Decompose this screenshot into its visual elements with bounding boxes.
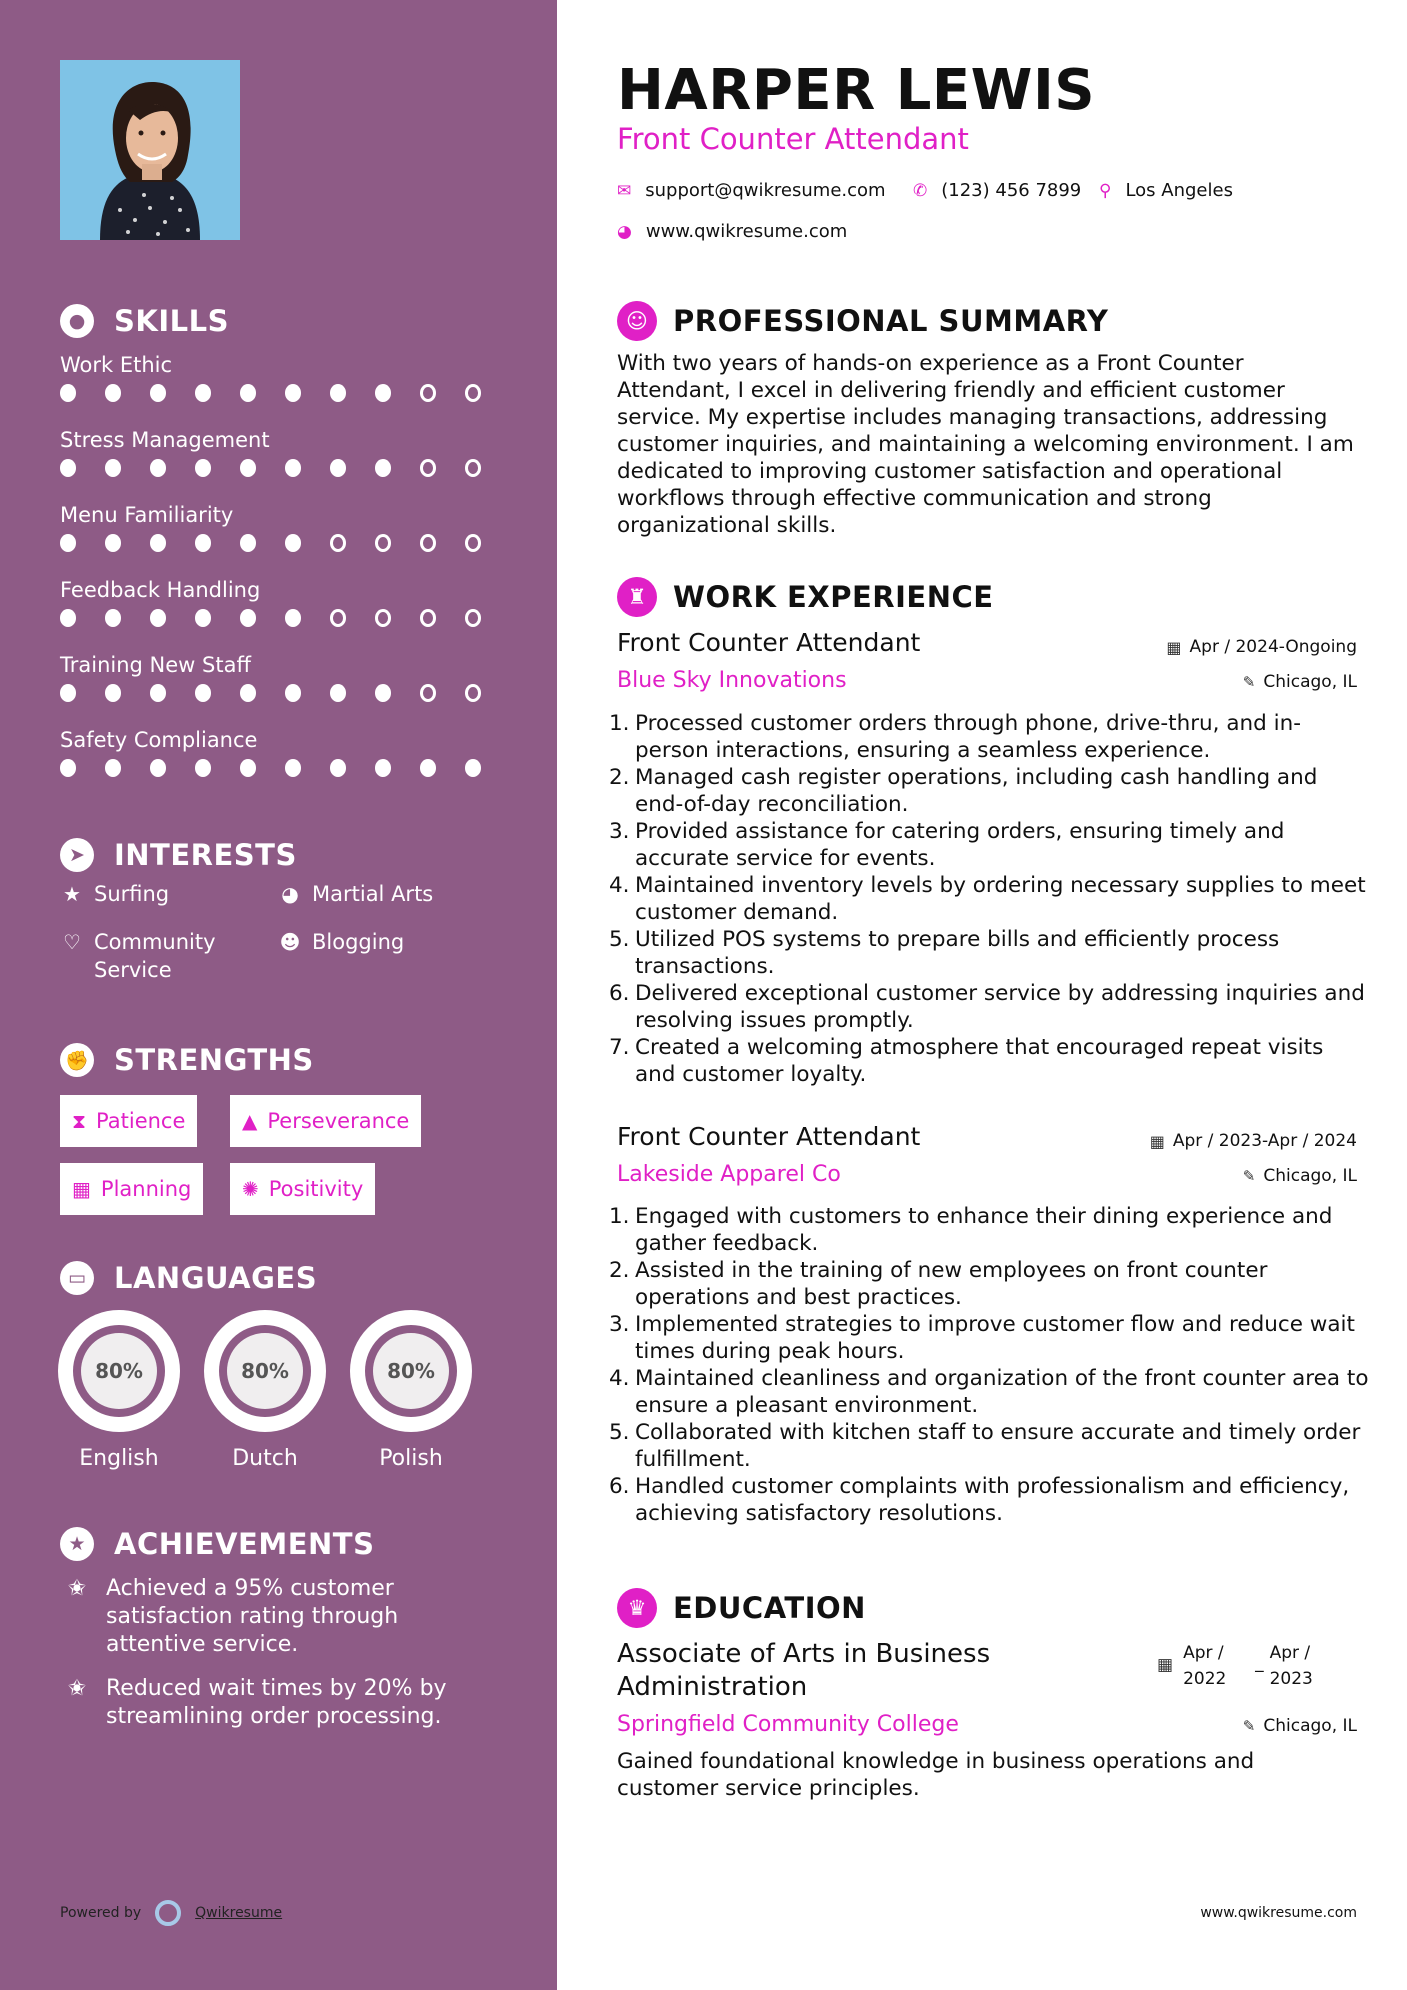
job-location: ✎ Chicago, IL	[1242, 1166, 1357, 1186]
rating-dot	[375, 534, 391, 552]
phone-icon: ✆	[913, 180, 928, 201]
skill-name: Training New Staff	[60, 653, 251, 677]
calendar-icon: ▦	[72, 1177, 91, 1201]
rating-dot	[240, 534, 256, 552]
education-description: Gained foundational knowledge in business operations and customer service principles.	[617, 1749, 1255, 1801]
skill-item	[60, 725, 510, 800]
rating-dot	[60, 384, 76, 402]
strengths-heading: ✊ STRENGTHS	[60, 1043, 314, 1077]
task-item: 6. Handled customer complaints with professionalism and efficiency, achieving satisfactory resolutions.	[609, 1474, 1350, 1526]
user-icon: ☺	[617, 301, 657, 341]
rating-dot	[195, 759, 211, 777]
rating-dot	[285, 684, 301, 702]
achievements-heading: ★ ACHIEVEMENTS	[60, 1527, 374, 1561]
task-item: 6. Delivered exceptional customer service by addressing inquiries and resolving issues promptly.	[609, 981, 1365, 1033]
rating-dot	[375, 759, 391, 777]
candidate-title: Front Counter Attendant	[617, 122, 969, 156]
summary-heading: ☺ PROFESSIONAL SUMMARY	[617, 301, 1108, 341]
rating-dot	[375, 459, 391, 477]
rating-dot	[60, 609, 76, 627]
hourglass-icon: ⧗	[72, 1109, 87, 1133]
candidate-name: HARPER LEWIS	[617, 58, 1096, 123]
rating-dot	[330, 459, 346, 477]
task-item: 5. Collaborated with kitchen staff to ensure accurate and timely order fulfillment.	[609, 1420, 1361, 1472]
task-item: 4. Maintained inventory levels by ordering necessary supplies to meet customer demand.	[609, 873, 1366, 925]
strength-chip: ⧗ Patience	[60, 1095, 197, 1147]
contact-phone: ✆ (123) 456 7899	[913, 180, 1082, 201]
strength-chip: ▲ Perseverance	[230, 1095, 421, 1147]
strength-chip: ▦ Planning	[60, 1163, 203, 1215]
calendar-icon: ▦	[1166, 637, 1182, 657]
job-date: ▦ Apr / 2024-Ongoing	[1166, 637, 1357, 657]
rating-dot	[105, 609, 121, 627]
rating-dot	[195, 609, 211, 627]
rating-dot	[150, 684, 166, 702]
road-icon: ▲	[242, 1109, 258, 1133]
globe-icon: ◕	[617, 221, 632, 242]
rating-dot	[375, 609, 391, 627]
job-title: Front Counter Attendant	[617, 1122, 921, 1151]
lightbulb-icon: ●	[60, 304, 94, 338]
email-link[interactable]: support@qwikresume.com	[645, 180, 886, 201]
language-ring: 80%	[204, 1310, 326, 1432]
skill-name: Work Ethic	[60, 353, 173, 377]
job-location: ✎ Chicago, IL	[1242, 672, 1357, 692]
achievements-list	[60, 1575, 520, 1747]
sun-icon: ✺	[242, 1177, 259, 1201]
graduate-icon: ♛	[617, 1588, 657, 1628]
pushpin-icon: ✎	[1242, 673, 1256, 691]
rating-dot	[240, 609, 256, 627]
hand-icon: ♡	[63, 930, 81, 954]
rating-dot	[240, 459, 256, 477]
rating-dot	[465, 459, 481, 477]
office-chair-icon: ♜	[617, 577, 657, 617]
sidebar	[0, 0, 557, 1990]
rating-dot	[420, 684, 436, 702]
skill-name: Feedback Handling	[60, 578, 261, 602]
powered-by: Powered by Qwikresume	[60, 1900, 282, 1926]
skill-item	[60, 575, 510, 650]
skill-name: Safety Compliance	[60, 728, 258, 752]
rating-dot	[105, 459, 121, 477]
rating-dot	[195, 684, 211, 702]
skill-rating	[60, 384, 510, 402]
job-date: ▦ Apr / 2023-Apr / 2024	[1149, 1131, 1357, 1151]
rating-dot	[420, 534, 436, 552]
contact-location: ⚲ Los Angeles	[1099, 180, 1233, 201]
task-item: 1. Processed customer orders through phone, drive-thru, and in-person interactions, ensuring a seamless experience.	[609, 711, 1301, 763]
summary-text: With two years of hands-on experience as a Front Counter Attendant, I excel in delivering friendly and efficient customer service. My expertise includes managing transactions, addressing customer inquiries, and maintaining a welcoming environment. I am dedicated to improving customer satisfaction and operational workflows through effective communication and strong organizational skills.	[617, 351, 1354, 538]
task-item: 4. Maintained cleanliness and organization of the front counter area to ensure a pleasant environment.	[609, 1366, 1369, 1418]
rating-dot	[150, 384, 166, 402]
star-hand-icon: ✬	[67, 1576, 87, 1601]
star-hand-icon: ✬	[67, 1676, 87, 1701]
rating-dot	[105, 759, 121, 777]
rating-dot	[60, 759, 76, 777]
rating-dot	[330, 384, 346, 402]
users-icon: ☻	[279, 930, 301, 954]
footer-website[interactable]: www.qwikresume.com	[1200, 1905, 1357, 1921]
main-column	[557, 0, 1407, 1990]
education-location: ✎ Chicago, IL	[1242, 1716, 1357, 1736]
rating-dot	[195, 534, 211, 552]
language-item: 80% Polish	[350, 1310, 472, 1471]
rating-dot	[60, 534, 76, 552]
rating-dot	[465, 759, 481, 777]
calendar-icon: ▦	[1149, 1131, 1165, 1151]
language-icon: ▭	[60, 1261, 94, 1295]
rating-dot	[465, 609, 481, 627]
rating-dot	[150, 759, 166, 777]
rating-dot	[285, 759, 301, 777]
profile-photo	[60, 60, 240, 240]
rating-dot	[60, 459, 76, 477]
map-pin-icon: ⚲	[1099, 180, 1112, 201]
rating-dot	[240, 759, 256, 777]
website-link[interactable]: www.qwikresume.com	[645, 221, 848, 242]
job-tasks	[609, 1203, 1369, 1527]
trophy-star-icon: ★	[60, 1527, 94, 1561]
rating-dot	[195, 459, 211, 477]
rating-dot	[285, 459, 301, 477]
skill-rating	[60, 459, 510, 477]
job-company: Blue Sky Innovations	[617, 668, 847, 693]
rating-dot	[150, 534, 166, 552]
rating-dot	[285, 609, 301, 627]
job-tasks	[609, 710, 1369, 1088]
education-heading: ♛ EDUCATION	[617, 1588, 866, 1628]
rating-dot	[105, 534, 121, 552]
task-item: 7. Created a welcoming atmosphere that encouraged repeat visits and customer loyalty.	[609, 1035, 1324, 1087]
education-dates: ▦ Apr / 2022 _ Apr / 2023	[1157, 1640, 1342, 1692]
skills-list	[60, 350, 510, 800]
skill-item	[60, 650, 510, 725]
paper-plane-icon: ➤	[60, 838, 94, 872]
rating-dot	[105, 684, 121, 702]
pushpin-icon: ✎	[1242, 1167, 1256, 1185]
rating-dot	[330, 759, 346, 777]
task-item: 2. Assisted in the training of new employees on front counter operations and best practices.	[609, 1258, 1268, 1310]
qwikresume-logo-icon	[155, 1900, 181, 1926]
skill-item	[60, 425, 510, 500]
task-item: 3. Implemented strategies to improve customer flow and reduce wait times during peak hours.	[609, 1312, 1355, 1364]
rating-dot	[420, 759, 436, 777]
interest-item: ★ Surfing	[60, 880, 254, 908]
skill-rating	[60, 759, 510, 777]
rating-dot	[150, 459, 166, 477]
skill-rating	[60, 609, 510, 627]
degree-title: Associate of Arts in Business Administration	[617, 1639, 991, 1702]
language-item: 80% English	[58, 1310, 180, 1471]
globe-icon: ◕	[281, 882, 299, 906]
task-item: 2. Managed cash register operations, including cash handling and end-of-day reconciliation.	[609, 765, 1318, 817]
achievement-item: ✬ Reduced wait times by 20% by streamlining order processing.	[60, 1675, 520, 1731]
languages-heading: ▭ LANGUAGES	[60, 1261, 317, 1295]
rating-dot	[195, 384, 211, 402]
language-item: 80% Dutch	[204, 1310, 326, 1471]
skill-name: Menu Familiarity	[60, 503, 234, 527]
rating-dot	[240, 684, 256, 702]
achievement-item: ✬ Achieved a 95% customer satisfaction rating through attentive service.	[60, 1575, 520, 1659]
task-item: 3. Provided assistance for catering orders, ensuring timely and accurate service for events.	[609, 819, 1285, 871]
star-icon: ★	[63, 882, 81, 906]
interest-item: ◕ Martial Arts	[278, 880, 472, 908]
rating-dot	[330, 609, 346, 627]
skill-item	[60, 500, 510, 575]
rating-dot	[240, 384, 256, 402]
envelope-icon: ✉	[617, 180, 632, 201]
rating-dot	[465, 384, 481, 402]
contact-email	[617, 180, 886, 201]
strength-chip: ✺ Positivity	[230, 1163, 375, 1215]
rating-dot	[375, 384, 391, 402]
rating-dot	[420, 609, 436, 627]
contact-website	[617, 221, 847, 242]
rating-dot	[285, 384, 301, 402]
rating-dot	[465, 534, 481, 552]
skill-name: Stress Management	[60, 428, 270, 452]
calendar-icon: ▦	[1157, 1655, 1174, 1675]
rating-dot	[285, 534, 301, 552]
skill-item	[60, 350, 510, 425]
job-company: Lakeside Apparel Co	[617, 1162, 841, 1187]
rating-dot	[420, 384, 436, 402]
rating-dot	[60, 684, 76, 702]
interest-item: ♡ Community Service	[60, 928, 234, 984]
job-title: Front Counter Attendant	[617, 628, 921, 657]
language-ring: 80%	[58, 1310, 180, 1432]
rating-dot	[330, 534, 346, 552]
skills-heading: ● SKILLS	[60, 304, 229, 338]
rating-dot	[330, 684, 346, 702]
task-item: 1. Engaged with customers to enhance their dining experience and gather feedback.	[609, 1204, 1333, 1256]
interest-item: ☻ Blogging	[279, 930, 405, 954]
rating-dot	[465, 684, 481, 702]
qwikresume-link[interactable]: Qwikresume	[195, 1905, 283, 1921]
interests-heading: ➤ INTERESTS	[60, 838, 297, 872]
rating-dot	[420, 459, 436, 477]
pushpin-icon: ✎	[1242, 1717, 1256, 1735]
skill-rating	[60, 534, 510, 552]
skill-rating	[60, 684, 510, 702]
rating-dot	[150, 609, 166, 627]
rating-dot	[375, 684, 391, 702]
language-ring: 80%	[350, 1310, 472, 1432]
experience-heading: ♜ WORK EXPERIENCE	[617, 577, 994, 617]
school-name: Springfield Community College	[617, 1712, 959, 1737]
rating-dot	[105, 384, 121, 402]
task-item: 5. Utilized POS systems to prepare bills and efficiently process transactions.	[609, 927, 1280, 979]
fist-icon: ✊	[60, 1043, 94, 1077]
